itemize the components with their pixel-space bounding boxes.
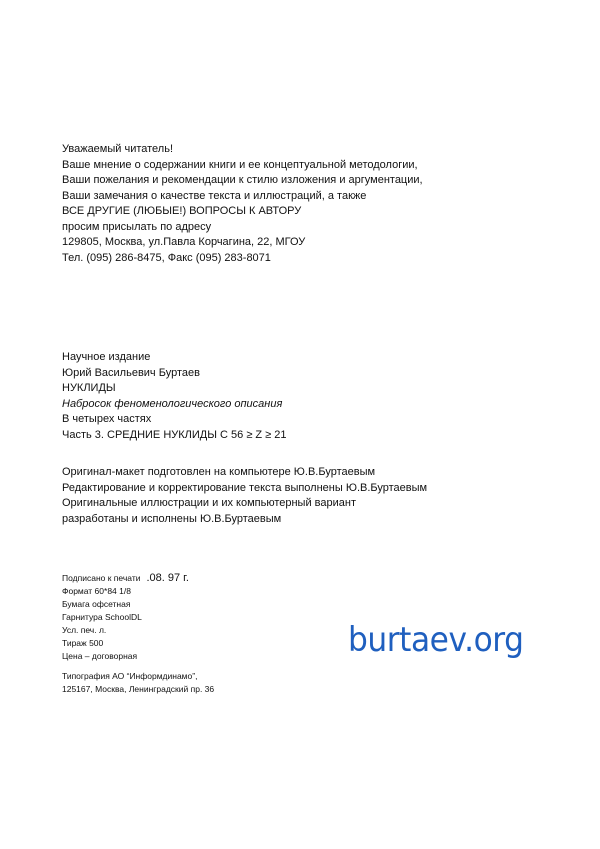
reader-notice-line: ВСЕ ДРУГИЕ (ЛЮБЫЕ!) ВОПРОСЫ К АВТОРУ <box>62 205 302 217</box>
signed-label: Подписано к печати <box>62 573 141 583</box>
reader-greeting: Уважаемый читатель! <box>62 143 174 155</box>
site-logo: burtaev.org <box>348 620 524 660</box>
part-title: Часть 3. СРЕДНИЕ НУКЛИДЫ С 56 ≥ Z ≥ 21 <box>62 428 287 441</box>
reader-notice <box>62 142 423 266</box>
printer-address: 125167, Москва, Ленинградский пр. 36 <box>62 684 215 694</box>
printer-info <box>62 670 214 696</box>
reader-notice-line: Ваши замечания о качестве текста и иллюстраций, а также <box>62 189 367 202</box>
price-line: Цена – договорная <box>62 651 138 661</box>
book-parts: В четырех частях <box>62 413 152 425</box>
credit-line: Оригинальные иллюстрации и их компьютерный вариант <box>62 497 356 509</box>
signed-for-print <box>62 572 189 585</box>
book-title: НУКЛИДЫ <box>62 382 116 394</box>
signed-date: .08. 97 г. <box>146 572 189 584</box>
author-phone-fax: Тел. (095) 286-8475, Факс (095) 283-8071 <box>62 251 271 264</box>
print-details <box>62 572 189 663</box>
reader-notice-line: Ваши пожелания и рекомендации к стилю изложения и аргументации, <box>62 174 423 186</box>
credit-line: Редактирование и корректирование текста выполнены Ю.В.Буртаевым <box>62 481 428 494</box>
printer-name: Типография АО “Информдинамо”, <box>62 671 198 681</box>
author-name: Юрий Васильевич Буртаев <box>62 366 200 379</box>
imprint-block <box>62 350 287 443</box>
print-run-line: Тираж 500 <box>62 638 104 648</box>
print-sheets-line: Усл. печ. л. <box>62 625 107 635</box>
author-address: 129805, Москва, ул.Павла Корчагина, 22, МГОУ <box>62 236 306 248</box>
typeface-line: Гарнитура SchoolDL <box>62 612 142 622</box>
credits-block <box>62 465 427 527</box>
reader-notice-line: Ваше мнение о содержании книги и ее концептуальной методологии, <box>62 158 418 171</box>
paper-line: Бумага офсетная <box>62 599 131 609</box>
credit-line: разработаны и исполнены Ю.В.Буртаевым <box>62 512 282 525</box>
edition-type: Научное издание <box>62 351 151 363</box>
format-line: Формат 60*84 1/8 <box>62 586 131 596</box>
credit-line: Оригинал-макет подготовлен на компьютере Ю.В.Буртаевым <box>62 466 376 478</box>
reader-notice-line: просим присылать по адресу <box>62 220 212 233</box>
book-subtitle: Набросок феноменологического описания <box>62 397 283 410</box>
